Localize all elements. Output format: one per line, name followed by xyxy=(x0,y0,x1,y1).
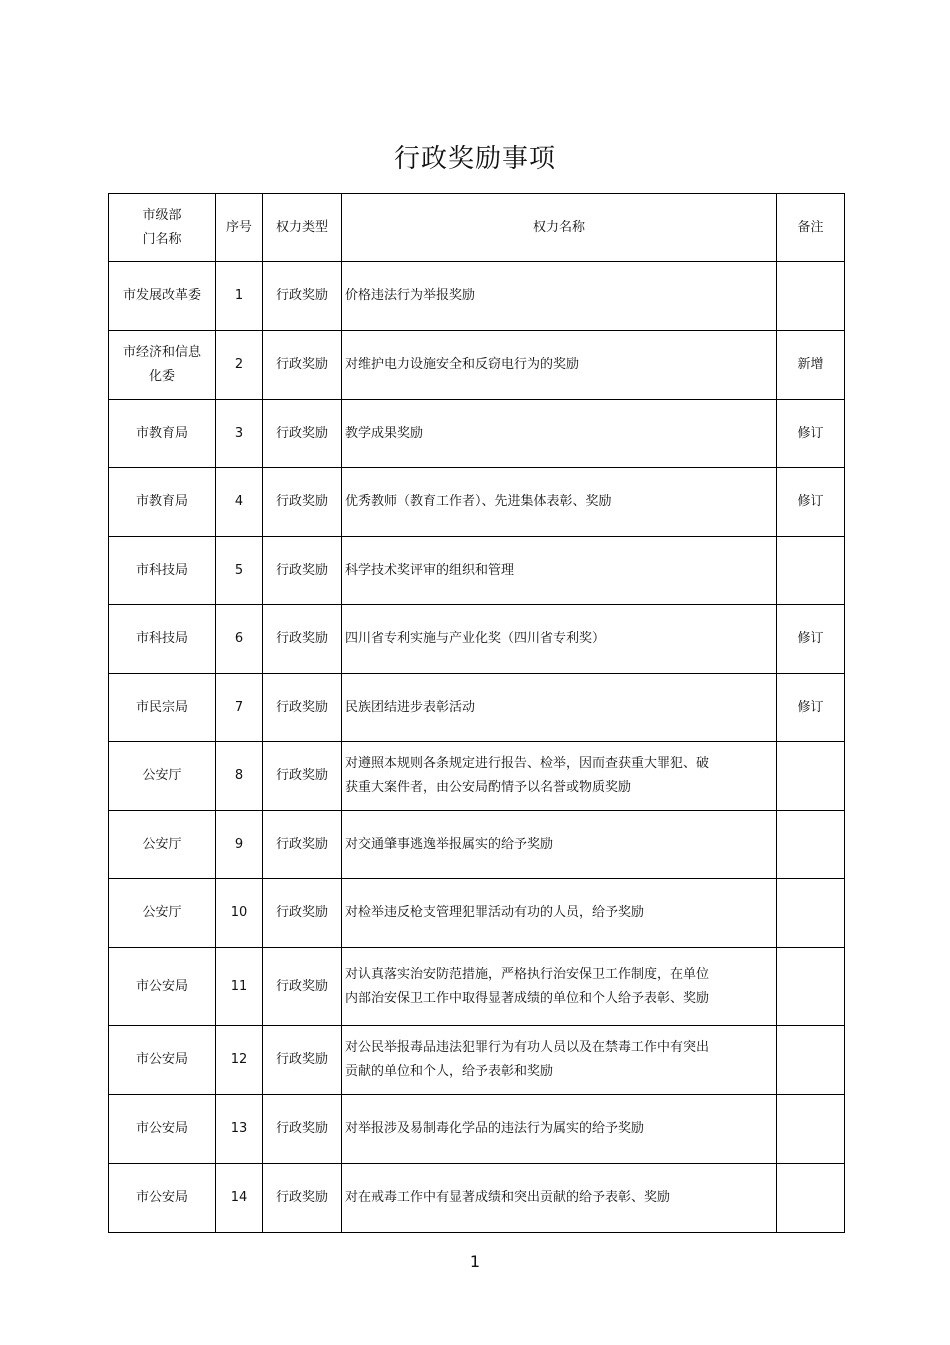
cell-remark: 修订 xyxy=(777,605,845,674)
cell-department: 市公安局 xyxy=(109,948,216,1026)
table-row xyxy=(109,1164,845,1233)
cell-sequence: 3 xyxy=(216,400,263,468)
cell-department: 市科技局 xyxy=(109,605,216,674)
cell-sequence: 1 xyxy=(216,262,263,331)
table-row xyxy=(109,331,845,400)
cell-power-type: 行政奖励 xyxy=(263,1095,342,1164)
cell-remark xyxy=(777,1095,845,1164)
cell-sequence: 4 xyxy=(216,468,263,537)
table-row xyxy=(109,537,845,605)
table-row xyxy=(109,879,845,948)
cell-sequence: 6 xyxy=(216,605,263,674)
cell-remark xyxy=(777,811,845,879)
cell-department: 市教育局 xyxy=(109,400,216,468)
header-power-type: 权力类型 xyxy=(263,194,342,262)
table-row xyxy=(109,1095,845,1164)
cell-department: 市科技局 xyxy=(109,537,216,605)
cell-department: 公安厅 xyxy=(109,879,216,948)
cell-power-name: 对举报涉及易制毒化学品的违法行为属实的给予奖励 xyxy=(342,1095,777,1164)
cell-power-type: 行政奖励 xyxy=(263,674,342,742)
cell-sequence: 11 xyxy=(216,948,263,1026)
table-row xyxy=(109,262,845,331)
cell-power-name: 对维护电力设施安全和反窃电行为的奖励 xyxy=(342,331,777,400)
cell-department: 市公安局 xyxy=(109,1095,216,1164)
page-number: 1 xyxy=(469,1252,481,1271)
table-row xyxy=(109,400,845,468)
cell-power-name: 对认真落实治安防范措施，严格执行治安保卫工作制度，在单位内部治安保卫工作中取得显著成绩的单位和个人给予表彰、奖励 xyxy=(342,948,777,1026)
cell-remark: 新增 xyxy=(777,331,845,400)
table-row xyxy=(109,674,845,742)
administrative-reward-table xyxy=(108,193,845,1233)
cell-sequence: 12 xyxy=(216,1026,263,1095)
cell-department: 市公安局 xyxy=(109,1164,216,1233)
cell-sequence: 5 xyxy=(216,537,263,605)
cell-remark xyxy=(777,742,845,811)
cell-remark xyxy=(777,1164,845,1233)
cell-department: 市教育局 xyxy=(109,468,216,537)
cell-sequence: 13 xyxy=(216,1095,263,1164)
header-department-line1: 市级部 xyxy=(142,207,182,223)
cell-sequence: 9 xyxy=(216,811,263,879)
cell-power-name: 对交通肇事逃逸举报属实的给予奖励 xyxy=(342,811,777,879)
cell-remark: 修订 xyxy=(777,674,845,742)
cell-department: 公安厅 xyxy=(109,811,216,879)
page-title: 行政奖励事项 xyxy=(393,144,556,174)
cell-power-type: 行政奖励 xyxy=(263,262,342,331)
table-row xyxy=(109,468,845,537)
cell-power-type: 行政奖励 xyxy=(263,1026,342,1095)
cell-power-name: 对遵照本规则各条规定进行报告、检举，因而查获重大罪犯、破获重大案件者，由公安局酌情予以名誉或物质奖励 xyxy=(342,742,777,811)
cell-department: 公安厅 xyxy=(109,742,216,811)
table-row xyxy=(109,605,845,674)
header-department xyxy=(109,194,216,262)
cell-remark xyxy=(777,1026,845,1095)
cell-power-name: 科学技术奖评审的组织和管理 xyxy=(342,537,777,605)
cell-department: 市民宗局 xyxy=(109,674,216,742)
cell-power-name: 对在戒毒工作中有显著成绩和突出贡献的给予表彰、奖励 xyxy=(342,1164,777,1233)
cell-power-name: 教学成果奖励 xyxy=(342,400,777,468)
cell-remark xyxy=(777,879,845,948)
table-row xyxy=(109,948,845,1026)
cell-power-type: 行政奖励 xyxy=(263,537,342,605)
cell-remark xyxy=(777,537,845,605)
cell-power-type: 行政奖励 xyxy=(263,811,342,879)
cell-power-name: 民族团结进步表彰活动 xyxy=(342,674,777,742)
cell-remark: 修订 xyxy=(777,400,845,468)
cell-power-type: 行政奖励 xyxy=(263,879,342,948)
header-remark: 备注 xyxy=(777,194,845,262)
cell-sequence: 10 xyxy=(216,879,263,948)
cell-sequence: 14 xyxy=(216,1164,263,1233)
cell-power-type: 行政奖励 xyxy=(263,948,342,1026)
cell-sequence: 2 xyxy=(216,331,263,400)
table-row xyxy=(109,1026,845,1095)
cell-sequence: 8 xyxy=(216,742,263,811)
header-department-line2: 门名称 xyxy=(142,231,182,247)
cell-power-type: 行政奖励 xyxy=(263,1164,342,1233)
cell-power-name: 对检举违反枪支管理犯罪活动有功的人员，给予奖励 xyxy=(342,879,777,948)
cell-remark: 修订 xyxy=(777,468,845,537)
cell-sequence: 7 xyxy=(216,674,263,742)
cell-power-name: 价格违法行为举报奖励 xyxy=(342,262,777,331)
cell-remark xyxy=(777,262,845,331)
cell-power-type: 行政奖励 xyxy=(263,400,342,468)
header-power-name: 权力名称 xyxy=(342,194,777,262)
table-header-row xyxy=(109,194,845,262)
table-row xyxy=(109,811,845,879)
cell-power-type: 行政奖励 xyxy=(263,605,342,674)
table-row xyxy=(109,742,845,811)
cell-power-name: 对公民举报毒品违法犯罪行为有功人员以及在禁毒工作中有突出贡献的单位和个人，给予表彰和奖励 xyxy=(342,1026,777,1095)
cell-power-type: 行政奖励 xyxy=(263,468,342,537)
header-sequence: 序号 xyxy=(216,194,263,262)
cell-remark xyxy=(777,948,845,1026)
cell-department: 市经济和信息化委 xyxy=(109,331,216,400)
cell-power-type: 行政奖励 xyxy=(263,742,342,811)
cell-power-type: 行政奖励 xyxy=(263,331,342,400)
cell-power-name: 优秀教师（教育工作者）、先进集体表彰、奖励 xyxy=(342,468,777,537)
cell-department: 市发展改革委 xyxy=(109,262,216,331)
cell-power-name: 四川省专利实施与产业化奖（四川省专利奖） xyxy=(342,605,777,674)
cell-department: 市公安局 xyxy=(109,1026,216,1095)
